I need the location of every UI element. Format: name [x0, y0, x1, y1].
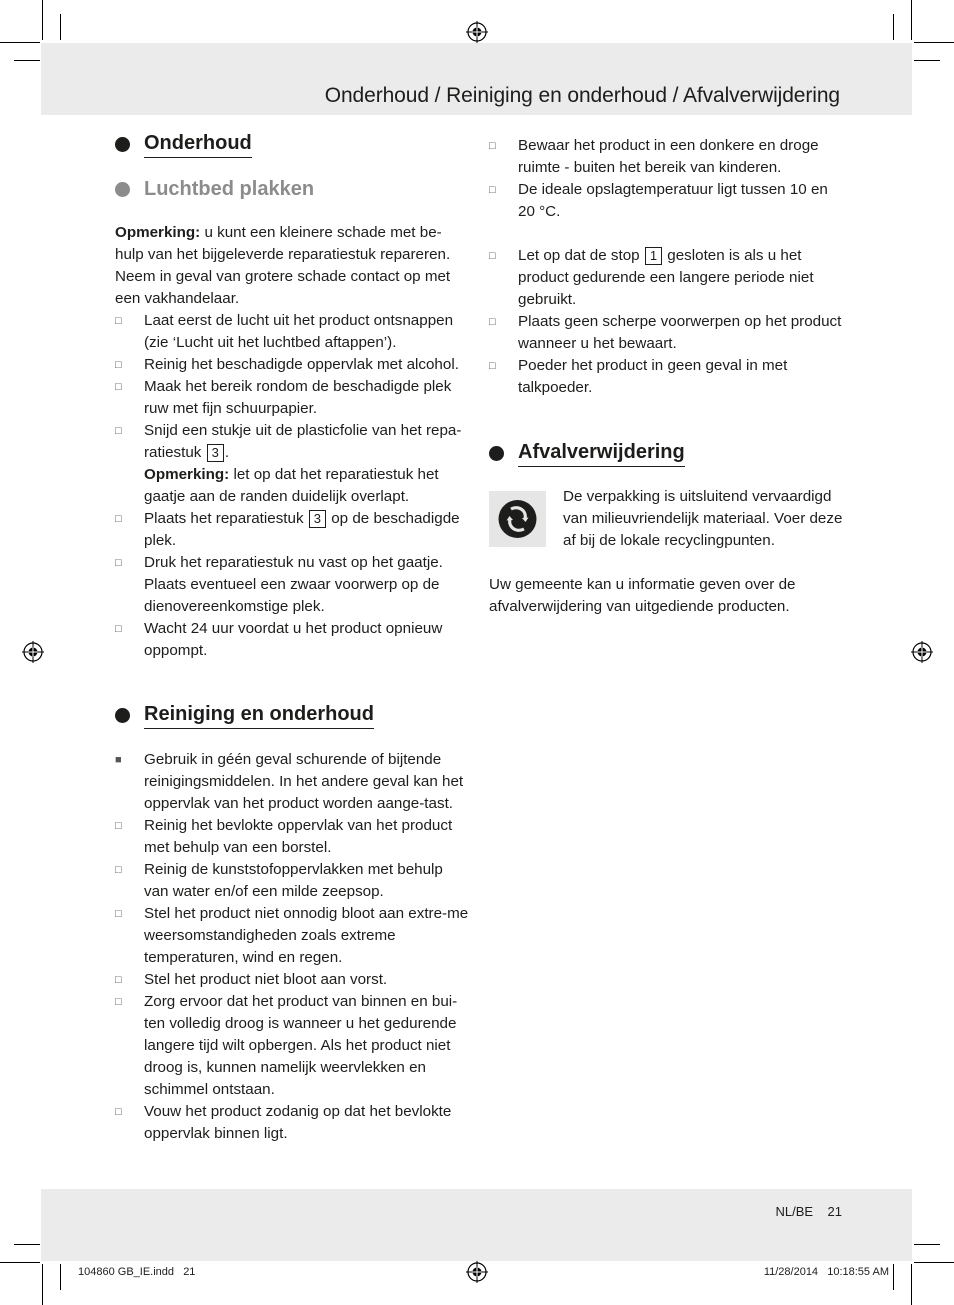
registration-mark-icon: [911, 641, 933, 663]
list-item-text: De ideale opslagtemperatuur ligt tussen 10 en 20 °C.: [518, 181, 828, 220]
heading-text: Onderhoud: [144, 130, 252, 158]
municipality-text: Uw gemeente kan u informatie geven over de afvalverwijdering van uitgediende producten.: [489, 576, 796, 615]
page-number: NL/BE 21: [775, 1204, 842, 1219]
crop-mark: [893, 1264, 894, 1290]
heading-text: Reiniging en onderhoud: [144, 701, 374, 729]
checkbox-bullet-icon: □: [489, 360, 496, 372]
crop-mark: [14, 60, 40, 61]
list-item: [489, 245, 844, 311]
checkbox-bullet-icon: □: [115, 381, 122, 393]
print-slug-date: 11/28/2014 10:18:55 AM: [763, 1266, 889, 1278]
list-item-text: Stel het product niet onnodig bloot aan extre-me weersomstandigheden zoals extreme temperaturen, wind en regen.: [144, 905, 469, 966]
list-item-text: Reinig de kunststofoppervlakken met behulp van water en/of een milde zeepsop.: [144, 861, 443, 900]
storage-list: [489, 135, 844, 399]
list-item: [115, 376, 470, 420]
crop-mark: [914, 60, 940, 61]
cleaning-list: [115, 749, 470, 1145]
list-item: [489, 311, 844, 355]
list-item: [489, 135, 844, 179]
checkbox-bullet-icon: □: [489, 250, 496, 262]
heading-bullet-icon: [115, 708, 130, 723]
list-item-text: Let op dat de stop: [518, 247, 644, 264]
checkbox-bullet-icon: □: [115, 908, 122, 920]
recycling-green-dot-icon: [489, 491, 546, 547]
checkbox-bullet-icon: □: [115, 864, 122, 876]
list-item-text: Vouw het product zodanig op dat het bevlokte oppervlak binnen ligt.: [144, 1103, 452, 1142]
checkbox-bullet-icon: □: [115, 1106, 122, 1118]
repair-steps-list: [115, 310, 470, 662]
list-item-text: Wacht 24 uur voordat u het product opnieuw oppompt.: [144, 620, 443, 659]
checkbox-bullet-icon: □: [115, 425, 122, 437]
note-label: Opmerking:: [144, 466, 230, 483]
heading-luchtbed-plakken: [115, 176, 470, 202]
heading-text: Luchtbed plakken: [144, 178, 315, 200]
checkbox-bullet-icon: □: [489, 140, 496, 152]
list-item: [115, 354, 470, 376]
right-column: [489, 135, 844, 467]
list-item: [115, 749, 470, 815]
footer-band: [41, 1189, 912, 1261]
heading-onderhoud: [115, 130, 470, 158]
registration-mark-icon: [466, 1261, 488, 1283]
list-item-text: Plaats geen scherpe voorwerpen op het product wanneer u het bewaart.: [518, 313, 842, 352]
crop-mark: [42, 0, 43, 40]
list-item-text: Plaats het reparatiestuk: [144, 510, 308, 527]
list-item-text: Reinig het bevlokte oppervlak van het product met behulp van een borstel.: [144, 817, 453, 856]
list-item-text: op de beschadigde plek.: [144, 510, 460, 549]
list-item: [115, 815, 470, 859]
checkbox-bullet-icon: □: [115, 996, 122, 1008]
list-item-text: Poeder het product in geen geval in met talkpoeder.: [518, 357, 788, 396]
recycling-logo-box: [489, 491, 546, 547]
crop-mark: [911, 1264, 912, 1305]
heading-afvalverwijdering: [489, 439, 844, 467]
list-item-text: Snijd een stukje uit de plasticfolie van het repa-ratiestuk: [144, 422, 462, 461]
crop-mark: [60, 14, 61, 40]
checkbox-bullet-icon: □: [115, 974, 122, 986]
crop-mark: [893, 14, 894, 40]
note-label: Opmerking:: [115, 224, 201, 241]
crop-mark: [914, 1262, 954, 1263]
print-slug-file: 104860 GB_IE.indd 21: [78, 1266, 196, 1278]
note-text: let op dat het reparatiestuk het gaatje aan de randen duidelijk overlapt.: [144, 466, 439, 505]
crop-mark: [60, 1264, 61, 1290]
list-item-text: Druk het reparatiestuk nu vast op het gaatje. Plaats eventueel een zwaar voorwerp op de dienovereenkomstige plek.: [144, 554, 443, 615]
list-item: [115, 552, 470, 618]
list-item: [489, 355, 844, 399]
page-title: Onderhoud / Reiniging en onderhoud / Afvalverwijdering: [324, 84, 840, 107]
crop-mark: [0, 1262, 40, 1263]
list-item-text: Stel het product niet bloot aan vorst.: [144, 971, 388, 988]
crop-mark: [914, 1244, 940, 1245]
crop-mark: [914, 42, 954, 43]
list-item: [115, 903, 470, 969]
list-item-text: Maak het bereik rondom de beschadigde plek ruw met fijn schuurpapier.: [144, 378, 452, 417]
list-item-text: Bewaar het product in een donkere en droge ruimte - buiten het bereik van kinderen.: [518, 137, 819, 176]
part-number-box: 1: [645, 247, 662, 265]
registration-mark-icon: [22, 641, 44, 663]
checkbox-bullet-icon: □: [115, 623, 122, 635]
left-column: [115, 130, 470, 1145]
checkbox-bullet-icon: □: [115, 359, 122, 371]
note-text: u kunt een kleinere schade met be-hulp van het bijgeleverde reparatiestuk repareren. Neem in geval van grotere schade contact op met een vakhandelaar.: [115, 224, 451, 307]
part-number-box: 3: [309, 510, 326, 528]
checkbox-bullet-icon: □: [115, 513, 122, 525]
heading-reiniging-en-onderhoud: [115, 701, 470, 729]
heading-bullet-icon: [489, 446, 504, 461]
list-item: [115, 420, 470, 508]
crop-mark: [42, 1264, 43, 1305]
list-item: [115, 618, 470, 662]
heading-bullet-icon: [115, 182, 130, 197]
list-item: [115, 991, 470, 1101]
crop-mark: [0, 42, 40, 43]
list-item-text: Gebruik in géén geval schurende of bijtende reinigingsmiddelen. In het andere geval kan het oppervlak van het product worden aange-tast.: [144, 751, 464, 812]
checkbox-bullet-icon: □: [115, 820, 122, 832]
list-item-text: Reinig het beschadigde oppervlak met alcohol.: [144, 356, 459, 373]
list-item-text: Zorg ervoor dat het product van binnen en bui-ten volledig droog is wanneer u het gedurende langere tijd wilt opbergen. Als het product niet droog is, kunnen namelijk weervlekken en schimmel ontstaan.: [144, 993, 458, 1098]
list-item: [489, 179, 844, 223]
list-item-text: gesloten is als u het product gedurende een langere periode niet gebruikt.: [518, 247, 814, 308]
note-paragraph: [115, 222, 470, 310]
checkbox-bullet-icon: □: [489, 184, 496, 196]
checkbox-bullet-icon: □: [115, 557, 122, 569]
part-number-box: 3: [207, 444, 224, 462]
packaging-text: De verpakking is uitsluitend vervaardigd van milieuvriendelijk materiaal. Voer deze af bij de lokale recyclingpunten.: [563, 488, 843, 549]
checkbox-bullet-icon: □: [115, 315, 122, 327]
checkbox-bullet-icon: □: [489, 316, 496, 328]
crop-mark: [14, 1244, 40, 1245]
registration-mark-icon: [466, 21, 488, 43]
heading-text: Afvalverwijdering: [518, 439, 685, 467]
list-item: [115, 310, 470, 354]
list-item: [115, 508, 470, 552]
crop-mark: [911, 0, 912, 40]
heading-bullet-icon: [115, 137, 130, 152]
list-item: [115, 969, 470, 991]
list-item-text: Laat eerst de lucht uit het product ontsnappen (zie ‘Lucht uit het luchtbed aftappen’).: [144, 312, 454, 351]
list-item: [115, 1101, 470, 1145]
square-bullet-icon: ■: [115, 754, 122, 766]
list-item-text: .: [224, 444, 230, 461]
list-item: [115, 859, 470, 903]
